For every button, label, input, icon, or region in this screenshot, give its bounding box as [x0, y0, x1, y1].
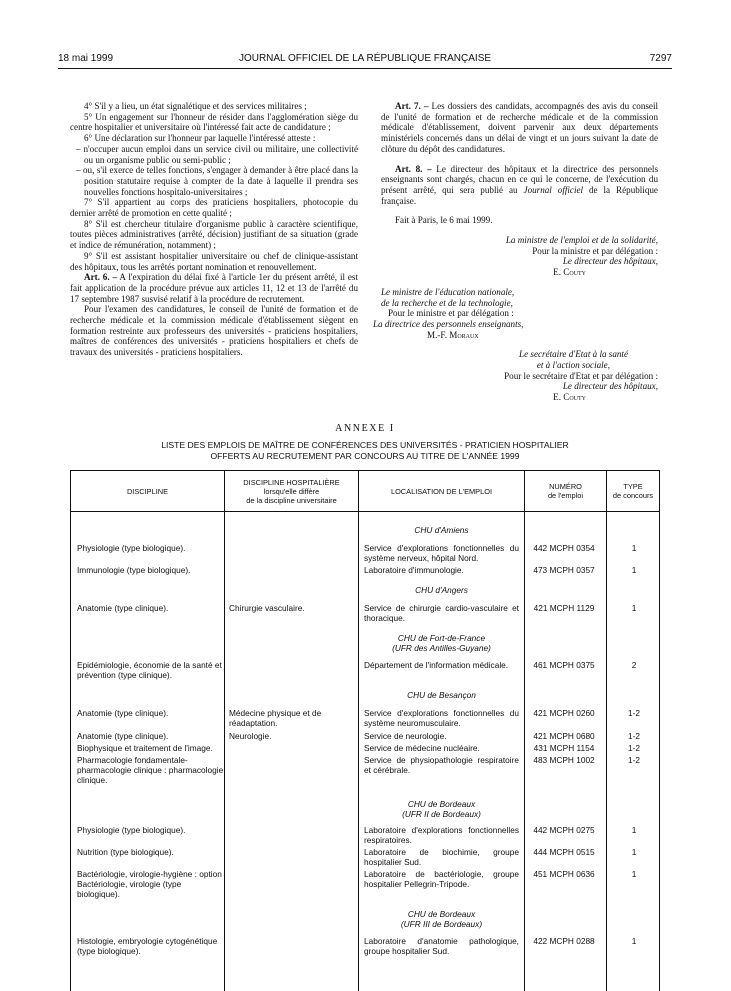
paragraph: Pour l'examen des candidatures, le conseil de l'unité de formation et de recherche médicale et la commission médicale d'établissement siègent en formation restreinte aux professeurs des universités - praticiens hospitaliers, maîtres de conférences des universités - praticiens hospitaliers et chefs de travaux des universités - praticiens hospitaliers. [70, 304, 358, 358]
cell-numero: 421 MCPH 0260 [533, 708, 595, 718]
annex-subtitle [58, 440, 672, 461]
cell-numero: 421 MCPH 1129 [533, 603, 595, 613]
header-rule [58, 68, 672, 69]
chu-heading-line: CHU de Bordeaux [407, 909, 476, 919]
fait-a-paris: Fait à Paris, le 6 mai 1999. [395, 215, 493, 226]
cell-type: 1 [631, 565, 637, 575]
cell-discipline: Physiologie (type biologique). [77, 825, 186, 835]
cell-localisation: Service d'explorations fonctionnelles du système neuromusculaire. [364, 708, 519, 728]
paragraph: 5° Un engagement sur l'honneur de résider dans l'agglomération siège du centre hospitalier et universitaire où l'intéressé fait acte de candidature ; [70, 111, 358, 133]
cell-type: 1 [631, 869, 637, 879]
chu-heading [359, 909, 524, 929]
cell-discipline: Immunologie (type biologique). [77, 565, 191, 575]
header-page-number: 7297 [649, 53, 672, 64]
cell-type: 1 [631, 936, 637, 946]
header-text: LOCALISATION DE L'EMPLOI [390, 486, 493, 496]
cell-type: 1-2 [628, 755, 640, 765]
annex-table [70, 470, 660, 991]
paragraph: 6° Une déclaration sur l'honneur par laquelle l'intéressé atteste : [84, 133, 316, 144]
cell-numero: 442 MCPH 0275 [533, 825, 595, 835]
left-column [70, 101, 358, 358]
chu-heading: CHU de Besançon [407, 690, 476, 700]
header-text: DISCIPLINE HOSPITALIÈRE [243, 477, 340, 487]
cell-hospital-discipline: Neurologie. [229, 731, 272, 741]
header-text: lorsqu'elle diffère [263, 486, 320, 496]
journal-name: Journal officiel [523, 184, 584, 195]
header-text: de l'emploi [547, 491, 584, 500]
chu-heading-line: CHU de Fort-de-France [397, 633, 486, 643]
chu-heading-line: CHU de Bordeaux [407, 799, 476, 809]
cell-localisation: Laboratoire de bactériologie, groupe hospitalier Pellegrin-Tripode. [364, 869, 519, 889]
cell-localisation: Laboratoire d'immunologie. [364, 565, 464, 575]
cell-discipline: Histologie, embryologie cytogénétique (type biologique). [77, 936, 218, 956]
signature-role: La ministre de l'emploi et de la solidarité, [505, 235, 658, 246]
header-localisation [359, 471, 524, 511]
signature-block-3 [381, 349, 658, 403]
chu-heading [359, 633, 524, 653]
cell-numero: 444 MCPH 0515 [533, 847, 595, 857]
cell-numero: 431 MCPH 1154 [533, 743, 595, 753]
header-journal: JOURNAL OFFICIEL DE LA RÉPUBLIQUE FRANÇAISE [238, 53, 492, 64]
header-text: de concours [612, 491, 654, 500]
annex-subtitle-line: LISTE DES EMPLOIS DE MAÎTRE DE CONFÉRENCES DES UNIVERSITÉS - PRATICIEN HOSPITALIER [161, 440, 569, 450]
cell-discipline: Bactériologie, virologie-hygiène : option Bactériologie, virologie (type biologique). [77, 869, 222, 899]
header-type [607, 471, 659, 511]
cell-localisation: Service de chirurgie cardio-vasculaire et thoracique. [364, 603, 519, 623]
cell-type: 1-2 [628, 731, 640, 741]
signature-title: Le directeur des hôpitaux, [562, 256, 658, 267]
cell-localisation: Laboratoire d'anatomie pathologique, groupe hospitalier Sud. [364, 936, 519, 956]
cell-type: 2 [631, 660, 637, 670]
header-date: 18 mai 1999 [58, 53, 114, 64]
cell-discipline: Physiologie (type biologique). [77, 543, 186, 553]
cell-discipline: Epidémiologie, économie de la santé et prévention (type clinique). [77, 660, 222, 680]
signature-delegation: Pour le ministre et par délégation : [388, 308, 514, 319]
annex-title: ANNEXE I [335, 423, 395, 434]
page-header [58, 53, 672, 67]
article-label: Art. 8. – [395, 163, 432, 174]
cell-type: 1 [631, 603, 637, 613]
cell-type: 1-2 [628, 743, 640, 753]
signature-block-1 [381, 235, 658, 278]
article-text: A l'expiration du délai fixé à l'article 1er du présent arrêté, il est fait application de la procédure prévue aux articles 11, 12 et 13 de l'arrêté du 17 septembre 1987 susvisé relatif à la procédure de recrutement. [70, 272, 358, 304]
cell-discipline: Pharmacologie fondamentale-pharmacologie clinique : pharmacologie clinique. [77, 755, 224, 785]
chu-heading: CHU d'Angers [415, 585, 468, 595]
column-divider [524, 471, 525, 991]
dash-item: – ou, s'il exerce de telles fonctions, s'engager à demander à être placé dans la position statutaire requise à compter de la date à laquelle il prendra ses nouvelles fonctions hospitalo-universitaires ; [76, 165, 358, 197]
header-rule [71, 511, 659, 512]
cell-localisation: Service de médecine nucléaire. [364, 743, 480, 753]
chu-heading: CHU d'Amiens [414, 525, 469, 535]
paragraph: 4° S'il y a lieu, un état signalétique et des services militaires ; [84, 101, 307, 111]
article-label: Art. 6. – [84, 272, 118, 283]
signature-role: Le secrétaire d'Etat à la santé [519, 349, 628, 360]
signature-name: E. Couty [553, 392, 586, 403]
article-7 [381, 101, 658, 155]
signature-name: E. Couty [553, 267, 586, 278]
article-6 [70, 272, 358, 304]
chu-heading-line: (UFR III de Bordeaux) [400, 919, 483, 929]
signature-delegation: Pour le secrétaire d'Etat et par délégation : [504, 370, 658, 381]
header-text: NUMÉRO [549, 482, 582, 491]
chu-heading-line: (UFR II de Bordeaux) [402, 809, 481, 819]
cell-localisation: Service de physiopathologie respiratoire et cérébrale. [364, 755, 519, 775]
signature-role: Le ministre de l'éducation nationale, [381, 286, 515, 297]
cell-type: 1 [631, 825, 637, 835]
cell-type: 1 [631, 543, 637, 553]
dash-item: – n'occuper aucun emploi dans un service civil ou militaire, une collectivité ou un organisme public ou semi-public ; [76, 143, 358, 165]
chu-heading [359, 799, 524, 819]
cell-numero: 442 MCPH 0354 [533, 543, 595, 553]
cell-numero: 422 MCPH 0288 [533, 936, 595, 946]
cell-localisation: Département de l'information médicale. [364, 660, 509, 670]
paragraph: 9° S'il est assistant hospitalier universitaire ou chef de clinique-assistant des hôpitaux, tous les arrêtés portant nomination et renouvellement. [70, 250, 358, 272]
signature-role: de la recherche et de la technologie, [381, 297, 513, 308]
signature-title: Le directeur des hôpitaux, [562, 381, 658, 392]
signature-block-2 [373, 286, 658, 341]
chu-heading-line: (UFR des Antilles-Guyane) [392, 643, 491, 653]
paragraph: 7° S'il appartient au corps des praticiens hospitaliers, photocopie du dernier arrêté de promotion en cette qualité ; [70, 197, 358, 219]
header-hospital-discipline [225, 471, 358, 511]
cell-hospital-discipline: Chirurgie vasculaire. [229, 603, 305, 613]
cell-localisation: Laboratoire d'explorations fonctionnelles respiratoires. [364, 825, 519, 845]
header-text: de la discipline universitaire [246, 495, 337, 505]
cell-localisation: Laboratoire de biochimie, groupe hospitalier Sud. [364, 847, 519, 867]
cell-numero: 421 MCPH 0680 [533, 731, 595, 741]
annex-subtitle-line: OFFERTS AU RECRUTEMENT PAR CONCOURS AU TITRE DE L'ANNÉE 1999 [210, 450, 520, 461]
signature-role: et à l'action sociale, [536, 360, 610, 371]
cell-type: 1 [631, 847, 637, 857]
cell-localisation: Service de neurologie. [364, 731, 447, 741]
article-text: Le directeur des hôpitaux et la directrice des personnels enseignants sont chargés, chacun en ce qui le concerne, de l'exécution du présent arrêté, qui sera publié au [381, 163, 658, 195]
cell-type: 1-2 [628, 708, 640, 718]
article-label: Art. 7. – [395, 101, 429, 111]
paragraph: 8° S'il est chercheur titulaire d'organisme public à caractère scientifique, toutes pièces administratives (arrêté, décision) justifiant de sa situation (grade et indice de rémunération, notamment) ; [70, 218, 358, 251]
article-text: Les dossiers des candidats, accompagnés des avis du conseil de l'unité de formation et de recherche médicale et de la commission médicale d'établissement, doivent parvenir aux deux départements ministériels concernés dans un délai de vingt et un jours suivant la date de clôture du dépôt des candidatures. [381, 101, 658, 154]
header-numero [525, 471, 606, 511]
header-discipline [71, 471, 224, 511]
signature-delegation: Pour la ministre et par délégation : [532, 245, 658, 256]
cell-discipline: Anatomie (type clinique). [77, 603, 169, 613]
cell-discipline: Biophysique et traitement de l'image. [77, 743, 213, 753]
header-text: TYPE [623, 482, 643, 491]
signature-name: M.-F. Moraux [427, 329, 479, 340]
article-8 [381, 164, 658, 207]
right-column [373, 101, 658, 403]
cell-discipline: Anatomie (type clinique). [77, 731, 169, 741]
cell-hospital-discipline: Médecine physique et de réadaptation. [229, 708, 322, 728]
article-text: de la République française. [381, 184, 658, 206]
cell-numero: 483 MCPH 1002 [533, 755, 595, 765]
cell-numero: 461 MCPH 0375 [533, 660, 595, 670]
signature-title: La directrice des personnels enseignants, [373, 318, 524, 329]
header-text: DISCIPLINE [126, 486, 169, 496]
cell-localisation: Service d'explorations fonctionnelles du système nerveux, hôpital Nord. [364, 543, 519, 563]
cell-numero: 473 MCPH 0357 [533, 565, 595, 575]
cell-discipline: Anatomie (type clinique). [77, 708, 169, 718]
cell-discipline: Nutrition (type biologique). [77, 847, 174, 857]
cell-numero: 451 MCPH 0636 [533, 869, 595, 879]
column-divider [606, 471, 607, 991]
